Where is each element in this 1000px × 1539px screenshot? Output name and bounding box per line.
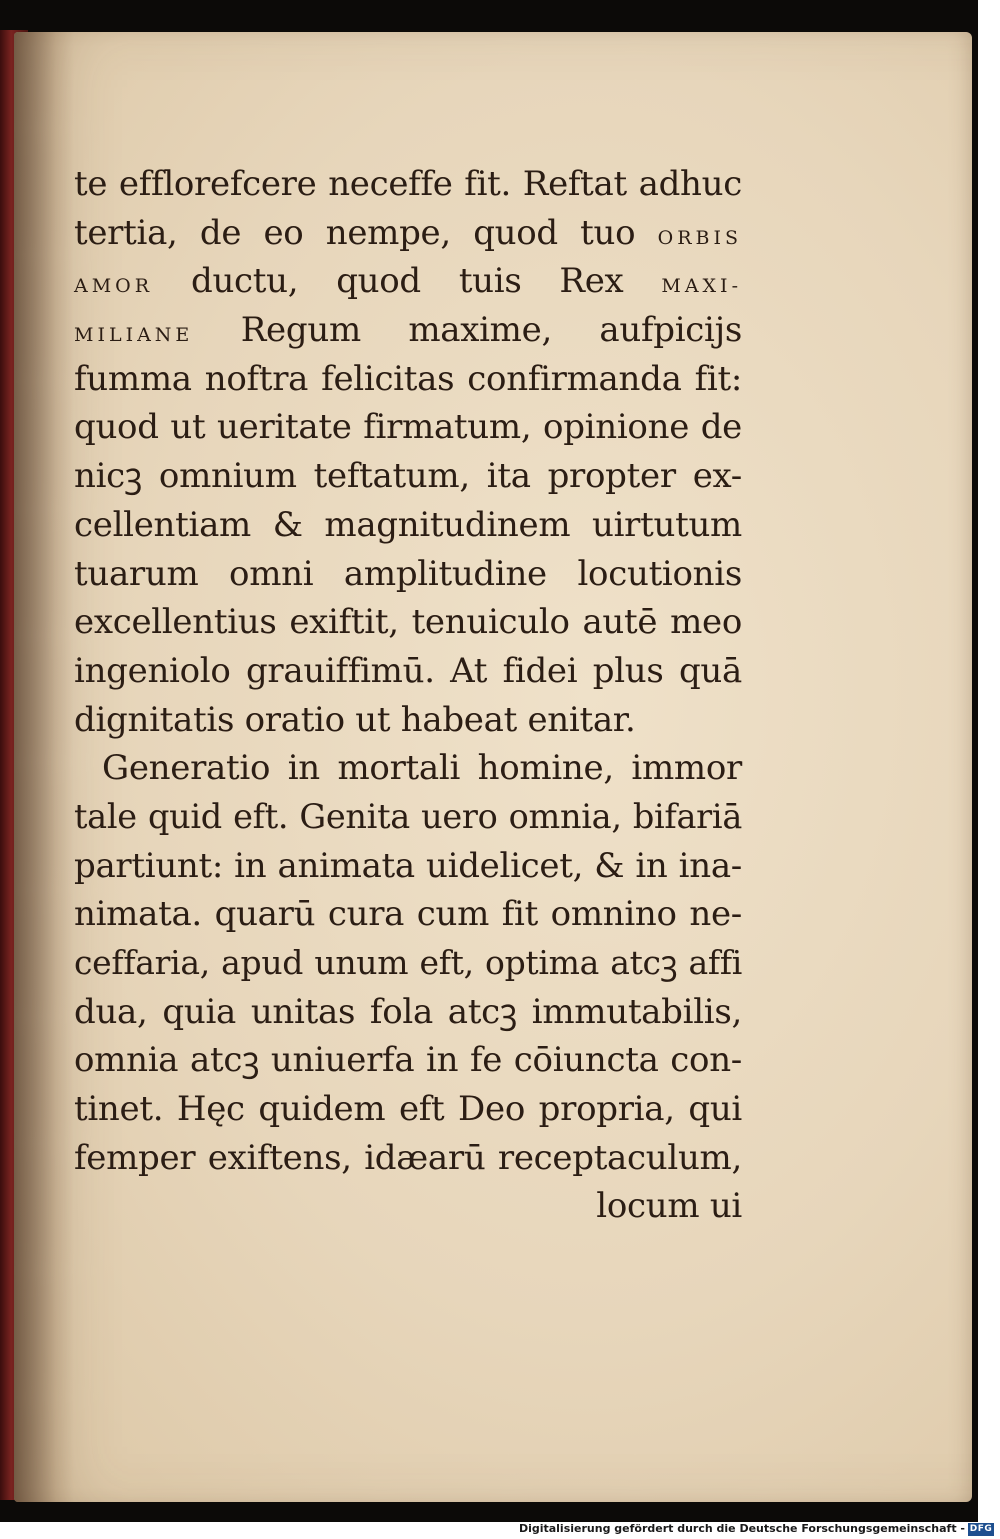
dfg-logo: DFG [969, 1524, 993, 1534]
text-line: Generatio in mortali homine, immor [102, 748, 742, 789]
text-line: AMOR ductu, quod tuis Rex MAXI- [74, 261, 742, 302]
text-line: tertia, de eo nempe, quod tuo ORBIS [74, 212, 742, 253]
text-line: quod ut ueritate firmatum, opinione de [74, 407, 742, 448]
text-line: ceffaria, apud unum eft, optima atcꝫ affi [74, 943, 742, 982]
page-gutter-shadow [14, 32, 74, 1502]
small-caps-text: MILIANE [74, 324, 194, 347]
text-line: tale quid eft. Genita uero omnia, bifariā [74, 796, 742, 836]
text-line: femper exiftens, idæarū receptaculum, [74, 1137, 742, 1178]
text-line: ingeniolo grauiffimū. At fidei plus quā [74, 650, 742, 691]
text-line: dua, quia unitas fola atcꝫ immutabilis, [74, 991, 742, 1032]
text-line: partiunt: in animata uidelicet, & in ina- [74, 845, 742, 886]
small-caps-text: AMOR [74, 275, 154, 298]
text-line: nimata. quarū cura cum fit omnino ne- [74, 894, 742, 935]
text-line: cellentiam & magnitudinem uirtutum [74, 504, 742, 545]
text-line: dignitatis oratio ut habeat enitar. [74, 699, 636, 740]
digitization-credit: Digitalisierung gefördert durch die Deutsche Forschungsgemeinschaft - [518, 1522, 965, 1535]
catchword: locum ui [596, 1186, 742, 1227]
text-line: tuarum omni amplitudine locutionis [74, 553, 742, 594]
text-line: omnia atcꝫ uniuerfa in fe cōiuncta con- [74, 1040, 742, 1081]
text-line: tinet. Hęc quidem eft Deo propria, qui [74, 1089, 742, 1130]
text-line: excellentius exiftit, tenuiculo autē meo [74, 602, 742, 643]
small-caps-text: ORBIS [657, 226, 742, 249]
text-line: MILIANE Regum maxime, aufpicijs [74, 310, 742, 351]
small-caps-text: MAXI- [661, 275, 742, 298]
text-line: te efflorefcere neceffe fit. Reftat adhuc [74, 164, 742, 204]
body-text [74, 160, 742, 1231]
text-line: fumma noftra felicitas confirmanda fit: [74, 358, 742, 399]
text-line: nicꝫ omnium teftatum, ita propter ex- [74, 456, 742, 497]
